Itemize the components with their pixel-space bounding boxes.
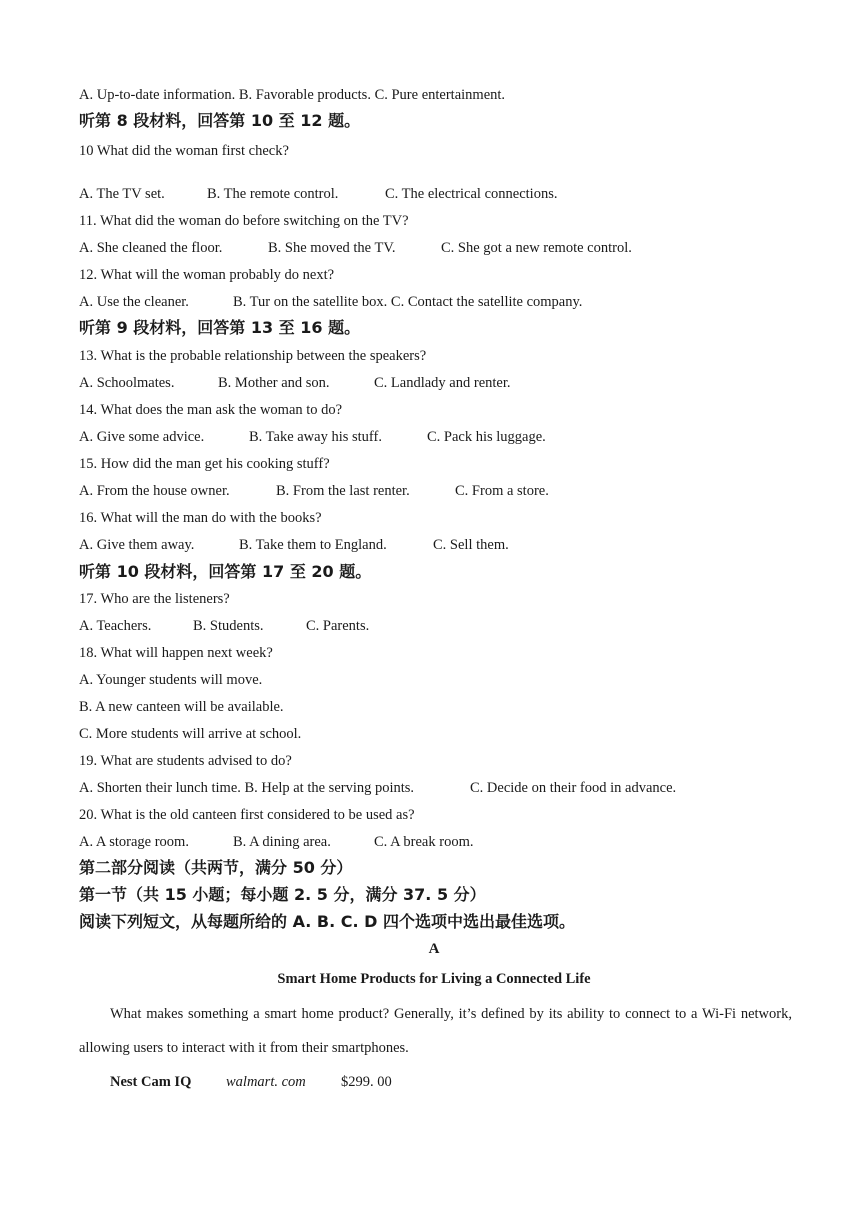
question-20: 20. What is the old canteen first considered to be used as? <box>79 807 415 823</box>
section9-heading: 听第 9 段材料，回答第 13 至 16 题。 <box>79 318 361 337</box>
question-18-option-b: B. A new canteen will be available. <box>79 699 284 715</box>
part2-section1: 第一节（共 15 小题；每小题 2. 5 分，满分 37. 5 分） <box>79 885 486 904</box>
question-17: 17. Who are the listeners? <box>79 591 230 607</box>
question-14-options <box>79 428 546 446</box>
option-a: A. The TV set. <box>79 186 165 202</box>
option-b: B. Students. <box>193 618 264 634</box>
question-15-options <box>79 482 549 500</box>
passage-title: Smart Home Products for Living a Connected Life <box>277 971 591 987</box>
question-18-option-c: C. More students will arrive at school. <box>79 726 302 742</box>
option-c: C. Sell them. <box>433 537 509 553</box>
section8-heading: 听第 8 段材料，回答第 10 至 12 题。 <box>79 111 361 130</box>
option-c: C. The electrical connections. <box>385 186 558 202</box>
option-a: A. Give some advice. <box>79 429 205 445</box>
product-price: $299. 00 <box>341 1074 392 1090</box>
question-18-option-a: A. Younger students will move. <box>79 672 263 688</box>
option-b: B. Take away his stuff. <box>249 429 382 445</box>
option-b: B. From the last renter. <box>276 483 410 499</box>
option-a: A. Give them away. <box>79 537 195 553</box>
option-b: B. Take them to England. <box>239 537 387 553</box>
question-13-options <box>79 374 511 392</box>
option-b: B. The remote control. <box>207 186 339 202</box>
option-c: C. From a store. <box>455 483 549 499</box>
question-11: 11. What did the woman do before switching on the TV? <box>79 213 409 229</box>
product-name: Nest Cam IQ <box>110 1074 192 1090</box>
question-15: 15. How did the man get his cooking stuff? <box>79 456 330 472</box>
part2-instruction: 阅读下列短文，从每题所给的 A. B. C. D 四个选项中选出最佳选项。 <box>79 912 575 931</box>
option-b: B. A dining area. <box>233 834 331 850</box>
question-12: 12. What will the woman probably do next? <box>79 267 335 283</box>
question-12-options <box>79 293 582 311</box>
option-a: A. She cleaned the floor. <box>79 240 223 256</box>
option-a: A. A storage room. <box>79 834 189 850</box>
option-a: A. Schoolmates. <box>79 375 175 391</box>
q9-options: A. Up-to-date information. B. Favorable products. C. Pure entertainment. <box>79 87 506 103</box>
option-b: B. She moved the TV. <box>268 240 396 256</box>
section10-heading: 听第 10 段材料，回答第 17 至 20 题。 <box>79 562 372 581</box>
option-a: A. Teachers. <box>79 618 152 634</box>
option-c: C. A break room. <box>374 834 474 850</box>
question-14: 14. What does the man ask the woman to do? <box>79 402 343 418</box>
passage-letter: A <box>428 941 440 957</box>
question-10-options <box>79 185 557 203</box>
option-a-b: A. Shorten their lunch time. B. Help at the serving points. <box>79 780 415 796</box>
question-20-options <box>79 833 473 851</box>
part2-title: 第二部分阅读（共两节，满分 50 分） <box>79 858 353 877</box>
option-c: C. Parents. <box>306 618 370 634</box>
question-10: 10 What did the woman first check? <box>79 143 289 159</box>
passage-paragraph: What makes something a smart home product? Generally, it’s defined by its ability to connect to a Wi-Fi network, allowing users to interact with it from their smartphones. <box>79 1006 792 1056</box>
question-13: 13. What is the probable relationship between the speakers? <box>79 348 427 364</box>
question-16: 16. What will the man do with the books? <box>79 510 322 526</box>
question-17-options <box>79 617 369 635</box>
product-store: walmart. com <box>226 1074 306 1090</box>
question-19-options <box>79 779 676 797</box>
option-a: A. From the house owner. <box>79 483 230 499</box>
product-line <box>110 1074 392 1091</box>
option-c: C. Pack his luggage. <box>427 429 546 445</box>
option-b-c: B. Tur on the satellite box. C. Contact the satellite company. <box>233 294 583 310</box>
option-a: A. Use the cleaner. <box>79 294 189 310</box>
question-11-options <box>79 239 632 257</box>
question-18: 18. What will happen next week? <box>79 645 273 661</box>
option-c: C. Landlady and renter. <box>374 375 511 391</box>
option-c: C. Decide on their food in advance. <box>470 780 677 796</box>
question-16-options <box>79 536 509 554</box>
option-b: B. Mother and son. <box>218 375 330 391</box>
question-19: 19. What are students advised to do? <box>79 753 292 769</box>
option-c: C. She got a new remote control. <box>441 240 632 256</box>
